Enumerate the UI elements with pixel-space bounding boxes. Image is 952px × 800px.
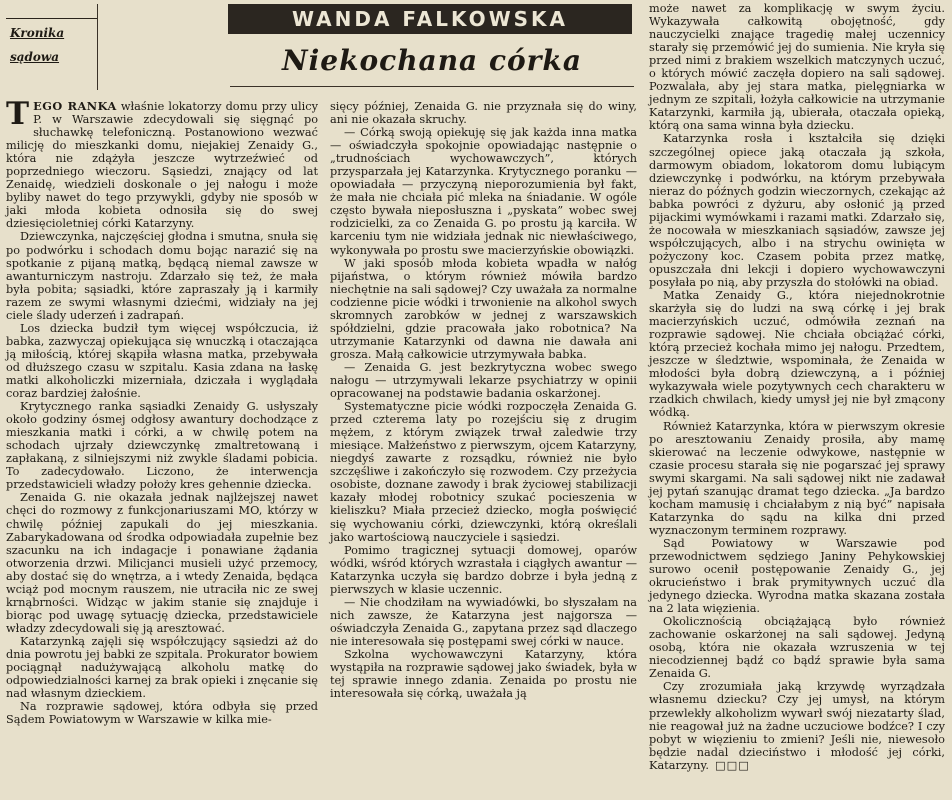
section-label-line2: sądowa: [10, 50, 60, 64]
article-title: Niekochana córka: [282, 44, 582, 77]
paragraph: Zenaida G. nie okazała jednak najlżejszej nawet chęci do rozmowy z funkcjonariuszami MO, którzy w chwilę później zapukali do jej mieszkania. Zabarykadowana od środka odpowiadała zupełnie bez szacunku na ich indagacje i ponawiane żądania otworzenia drzwi. Milicjanci musieli użyć przemocy, aby dostać się do wnętrza, a i wtedy Zenaida, będąca wciąż pod mocnym rauszem, nie utraciła nic ze swej krnąbrności. Widząc w jakim stanie się znajduje i biorąc pod uwagę sytuację dziecka, przedstawiciele władzy zdecydowali się ją aresztować.: [6, 491, 318, 635]
section-label: [10, 24, 90, 66]
column-divider: [97, 4, 98, 90]
paragraph: Katarzynką zajęli się współczujący sąsiedzi aż do dnia powrotu jej babki ze szpitala. Prokurator bowiem pociągnął nadużywającą alkoholu matkę do odpowiedzialności karnej za brak opieki i znęcanie się nad własnym dzieckiem.: [6, 634, 318, 701]
paragraph: Krytycznego ranka sąsiadki Zenaidy G. usłyszały około godziny ósmej odgłosy awantury dochodzące z mieszkania matki i córki, a w chwilę potem na schodach ujrzały dziewczynkę zmaltretowaną i zapłakaną, z silniejszymi niż zwykle śladami pobicia. To zadecydowało. Liczono, że interwencja przedstawicieli władzy położy kres gehennie dziecka.: [6, 400, 318, 492]
paragraph: Szkolna wychowawczyni Katarzyny, która wystąpiła na rozprawie sądowej jako świadek, była w tej sprawie innego zdania. Zenaida po prostu nie interesowała się córką, uważała ją: [330, 647, 637, 701]
paragraph: W jaki sposób młoda kobieta wpadła w nałóg pijaństwa, o którym również mówiła bardzo niechętnie na sali sądowej? Czy uważała za normalne codzienne picie wódki i trwonienie na alkohol swych skromnych zarobków w jednej z warszawskich spółdzielni, gdzie pracowała jako robotnica? Na utrzymanie Katarzynki od dawna nie dawała ani grosza. Małą całkowicie utrzymywała babka.: [330, 256, 637, 361]
paragraph: Los dziecka budził tym więcej współczucia, iż babka, zazwyczaj opiekująca się wnuczką i otaczająca ją miłością, której skąpiła własna matka, przebywała od dłuższego czasu w szpitalu. Kasia zdana na łaskę matki alkoholiczki mizerniała, dziczała i wyglądała coraz bardziej żałośnie.: [6, 321, 318, 401]
paragraph: [649, 680, 945, 771]
paragraph: sięcy później, Zenaida G. nie przyznała się do winy, ani nie okazała skruchy.: [330, 100, 637, 127]
article-column-2: [330, 100, 637, 700]
article-column-1: [6, 96, 318, 727]
paragraph: Pomimo tragicznej sytuacji domowej, oparów wódki, wśród których wzrastała i ciągłych awantur — Katarzynka uczyła się bardzo dobrze i była jedną z pierwszych w klasie uczennic.: [330, 543, 637, 596]
paragraph: — Córką swoją opiekuję się jak każda inna matka — oświadczyła spokojnie opowiadając następnie o „trudnościach wychowawczych”, których przysparzała jej Katarzynka. Krytycznego poranku — opowiadała — przyczyną nieporozumienia był fakt, że mała nie chciała pić mleka na śniadanie. W ogóle często bywała nieposłuszna i „pyskata” wobec swej rodzicielki, za co Zenaida G. po prostu ją karciła. W karceniu tym nie widziała jednak nic niewłaściwego, wykonywała po prostu swe macierzyńskie obowiązki.: [330, 126, 637, 257]
paragraph: Dziewczynka, najczęściej głodna i smutna, snuła się po podwórku i schodach domu bojąc narazić się na spotkanie z pijaną matką, będącą niemal zawsze w awanturniczym nastroju. Zdarzało się też, że mała była pobita; sąsiadki, które zapraszały ją i karmiły razem ze swymi własnymi dziećmi, widziały na jej ciele ślady uderzeń i zadrapań.: [6, 230, 318, 322]
article-column-3: [649, 2, 945, 772]
paragraph: — Nie chodziłam na wywiadówki, bo słyszałam na nich zawsze, że Katarzyna jest najgorsza — oświadczyła Zenaida G., zapytana przez sąd dlaczego nie interesowała się postępami swej córki w nauce.: [330, 595, 637, 648]
end-mark: □□□: [714, 758, 750, 772]
lead-paragraph: [6, 96, 318, 231]
paragraph: Na rozprawie sądowej, która odbyła się przed Sądem Powiatowym w Warszawie w kilka mie-: [6, 700, 318, 727]
paragraph: Sąd Powiatowy w Warszawie pod przewodnictwem sędziego Janiny Pehykowskiej surowo ocenił postępowanie Zenaidy G., jej okrucieństwo i brak prymitywnych uczuć dla jedynego dziecka. Wyrodna matka skazana została na 2 lata więzienia.: [649, 536, 945, 616]
paragraph: Matka Zenaidy G., która niejednokrotnie skarżyła się do ludzi na swą córkę i jej brak macierzyńskich uczuć, odmówiła zeznań na rozprawie sądowej. Nie chciała obciążać córki, którą przecież kochała mimo jej nałogu. Przedtem, jeszcze w śledztwie, wspominała, że Zenaida w młodości była dobrą dziewczyną, a i później wykazywała wiele pozytywnych cech charakteru w rzadkich chwilach, kiedy umysł jej nie był zmącony wódką.: [649, 289, 945, 420]
paragraph: Również Katarzynka, która w pierwszym okresie po aresztowaniu Zenaidy prosiła, aby mamę skierować na leczenie odwykowe, następnie w czasie procesu starała się nie pogarszać jej sprawy swymi skargami. Na sali sądowej nikt nie zadawał jej pytań szanując dramat tego dziecka. „Ja bardzo kocham mamusię i chciałabym z nią być” napisała Katarzynka do sądu na kilka dni przed wyznaczonym terminem rozprawy.: [649, 419, 945, 537]
lead-caps: EGO RANKA: [33, 99, 117, 113]
paragraph: Systematyczne picie wódki rozpoczęła Zenaida G. przed czterema laty po rozejściu się z drugim mężem, z którym związek trwał zaledwie trzy miesiące. Małżeństwo z pierwszym, ojcem Katarzyny, niegdyś zawarte z rozsądku, również nie było szczęśliwe i zakończyło się rozwodem. Czy przeżycia osobiste, doznane zawody i brak życiowej stabilizacji kazały młodej robotnicy szukać pocieszenia w kieliszku? Miała przecież dziecko, mogła poświęcić się wychowaniu córki, dziewczynki, którą określali jako wartościową nauczyciele i sąsiedzi.: [330, 400, 637, 544]
paragraph: właśnie lokatorzy domu przy ulicy P. w Warszawie zdecydowali się sięgnąć po słuchawkę telefoniczną. Postanowiono wezwać milicję do mieszkanki domu, niejakiej Zenaidy G., która nie zdążyła jeszcze wytrzeźwieć od poprzedniego wieczoru. Sąsiedzi, znający od lat Zenaidę, wiedzieli doskonale o jej nałogu i może byliby nawet do tego przywykli, gdyby nie sposób w jaki młoda kobieta odnosiła się do swej dziesięcioletniej córki Katarzyny.: [6, 100, 318, 231]
paragraph: Okolicznością obciążającą było również zachowanie oskarżonej na sali sądowej. Jedyną osobą, która nie okazała wzruszenia w tej niecodziennej bądź co bądź sprawie była sama Zenaida G.: [649, 615, 945, 681]
paragraph: może nawet za komplikację w swym życiu. Wykazywała całkowitą obojętność, gdy nauczycielki znające tragedię małej uczennicy starały się przemówić jej do sumienia. Nie kryła się przed nimi z brakiem wszelkich matczynych uczuć, o których mówić zaczęła dopiero na sali sądowej. Pozwalała, aby jej stara matka, pielęgniarka w jednym ze szpitali, łożyła całkowicie na utrzymanie Katarzynki, karmiła ją, ubierała, otaczała opieką, którą ona sama winna była dziecku.: [649, 2, 945, 133]
author-byline: WANDA FALKOWSKA: [228, 4, 632, 34]
section-rule: [6, 18, 98, 19]
closing-paragraph-text: Czy zrozumiała jaką krzywdę wyrządzała własnemu dziecku? Czy jej umysł, na którym przewlekły alkoholizm wywarł swój niezatarty ślad, nie reagował już na żadne uczuciowe bodźce? I czy pobyt w więzieniu to zmieni? Jeśli nie, niewesoło będzie nadal dzieciństwo i młodość jej córki, Katarzyny.: [649, 680, 945, 772]
title-rule: [230, 86, 634, 87]
section-label-line1: Kronika: [10, 26, 65, 40]
paragraph: — Zenaida G. jest bezkrytyczna wobec swego nałogu — utrzymywali lekarze psychiatrzy w opinii opracowanej na podstawie badania oskarżonej.: [330, 360, 637, 401]
paragraph: Katarzynka rosła i kształciła się dzięki szczególnej opiece jaką otaczała ją szkoła, darmowym obiadom, lokatorom domu lubiącym dziewczynkę i podwórku, na którym przebywała nieraz do późnych godzin wieczornych, czekając aż babka powróci z dyżuru, aby osłonić ją przed pijackimi wymówkami i razami matki. Zdarzało się, że nocowała w mieszkaniach sąsiadów, zawsze jej współczujących, albo i na strychu owinięta w pożyczony koc. Czasem pobita przez matkę, opuszczała dni lekcji i dopiero wychowawczyni posyłała po nią, aby przyszła do stołówki na obiad.: [649, 132, 945, 289]
drop-cap: T: [6, 96, 30, 132]
